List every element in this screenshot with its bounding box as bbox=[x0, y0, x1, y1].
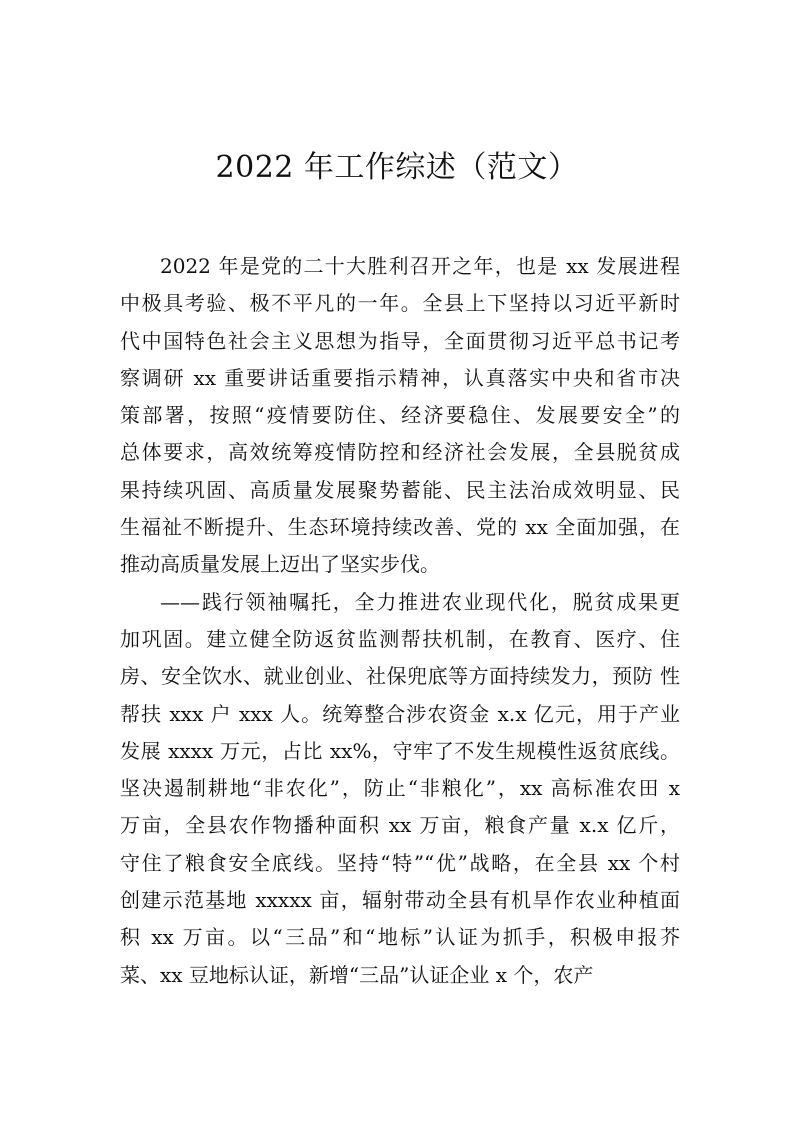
paragraph-line: 守住了粮食安全底线。坚持“特”“优”战略，在全县 xx 个村 bbox=[120, 850, 680, 875]
paragraph-line: 发展 xxxx 万元，占比 xx%，守牢了不发生规模性返贫底线。 bbox=[120, 738, 680, 763]
paragraph-line: 察调研 xx 重要讲话重要指示精神，认真落实中央和省市决 bbox=[120, 365, 680, 390]
paragraph-line: 2022 年是党的二十大胜利召开之年，也是 xx 发展进程 bbox=[160, 254, 680, 278]
document-body bbox=[120, 248, 680, 994]
paragraph-line: 加巩固。建立健全防返贫监测帮扶机制，在教育、医疗、住 bbox=[120, 626, 680, 651]
paragraph-line: 创建示范基地 xxxxx 亩，辐射带动全县有机旱作农业种植面 bbox=[120, 888, 680, 913]
paragraph-line: 推动高质量发展上迈出了坚实步伐。 bbox=[120, 552, 440, 577]
paragraph-line: 房、安全饮水、就业创业、社保兜底等方面持续发力，预防 性 bbox=[120, 664, 680, 689]
paragraph-line: 菜、xx 豆地标认证，新增“三品”认证企业 x 个，农产 bbox=[120, 962, 594, 987]
paragraph-line: 代中国特色社会主义思想为指导，全面贯彻习近平总书记考 bbox=[120, 328, 680, 353]
paragraph-line: 总体要求，高效统筹疫情防控和经济社会发展，全县脱贫成 bbox=[120, 440, 680, 465]
paragraph-line: 中极具考验、极不平凡的一年。全县上下坚持以习近平新时 bbox=[120, 291, 680, 316]
paragraph-line: 万亩，全县农作物播种面积 xx 万亩，粮食产量 x.x 亿斤， bbox=[120, 813, 680, 838]
paragraph-line: 生福祉不断提升、生态环境持续改善、党的 xx 全面加强，在 bbox=[120, 515, 680, 540]
paragraph-line: 积 xx 万亩。以“三品”和“地标”认证为抓手，积极申报芥 bbox=[120, 925, 680, 950]
paragraph-line: ——践行领袖嘱托，全力推进农业现代化，脱贫成果更 bbox=[160, 589, 680, 614]
paragraph-line: 帮扶 xxx 户 xxx 人。统筹整合涉农资金 x.x 亿元，用于产业 bbox=[120, 701, 680, 726]
paragraph-line: 坚决遏制耕地“非农化”，防止“非粮化”，xx 高标准农田 x bbox=[120, 776, 680, 801]
paragraph-line: 策部署，按照“疫情要防住、经济要稳住、发展要安全”的 bbox=[120, 403, 680, 428]
document-title: 2022 年工作综述（范文） bbox=[215, 150, 579, 185]
paragraph-line: 果持续巩固、高质量发展聚势蓄能、民主法治成效明显、民 bbox=[120, 477, 680, 502]
